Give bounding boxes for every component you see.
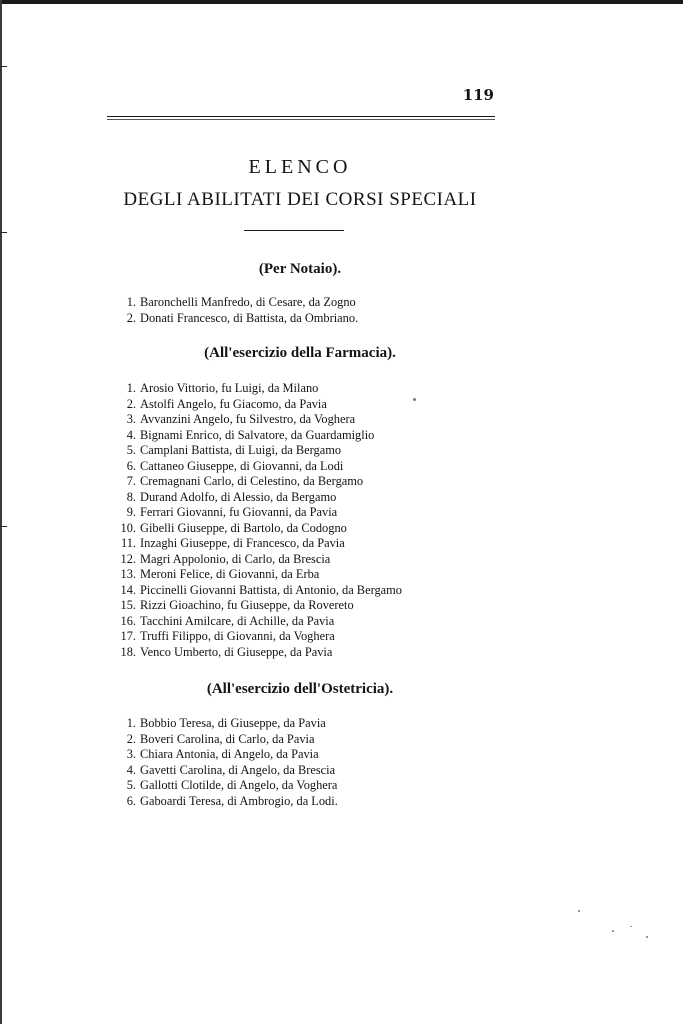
page-number: 119 — [462, 86, 494, 104]
scan-speck — [646, 936, 648, 938]
edge-mark — [0, 526, 7, 527]
list-item: 8. Durand Adolfo, di Alessio, da Bergamo — [126, 489, 337, 504]
edge-mark — [0, 66, 7, 67]
list-item: 2. Donati Francesco, di Battista, da Ombriano. — [126, 310, 359, 325]
section-heading-notaio: (Per Notaio). — [258, 261, 342, 277]
list-item: 11. Inzaghi Giuseppe, di Francesco, da Pavia — [120, 536, 345, 550]
list-ostetricia — [104, 716, 338, 809]
top-border — [0, 0, 683, 4]
scan-speck — [578, 910, 580, 912]
title-elenco: ELENCO — [248, 156, 352, 178]
list-item: 2. Astolfi Angelo, fu Giacomo, da Pavia — [126, 396, 327, 411]
scan-speck — [612, 930, 614, 932]
list-item: 10. Gibelli Giuseppe, di Bartolo, da Codogno — [120, 520, 347, 535]
list-item: 16. Tacchini Amilcare, di Achille, da Pavia — [120, 613, 335, 628]
list-farmacia — [104, 381, 402, 660]
list-item: 6. Cattaneo Giuseppe, di Giovanni, da Lodi — [126, 458, 344, 473]
list-item: 5. Gallotti Clotilde, di Angelo, da Voghera — [126, 778, 338, 792]
section-heading-farmacia: (All'esercizio della Farmacia). — [204, 345, 396, 361]
list-item: 12. Magri Appolonio, di Carlo, da Brescia — [120, 551, 331, 566]
edge-mark — [0, 232, 7, 233]
list-item: 13. Meroni Felice, di Giovanni, da Erba — [120, 567, 320, 581]
header-rule — [107, 116, 495, 117]
list-item: 2. Boveri Carolina, di Carlo, da Pavia — [126, 731, 315, 746]
title-rule — [244, 230, 344, 231]
scan-speck — [413, 398, 416, 401]
list-item: 9. Ferrari Giovanni, fu Giovanni, da Pavia — [126, 505, 338, 519]
list-notaio — [104, 295, 358, 326]
list-item: 7. Cremagnani Carlo, di Celestino, da Bergamo — [126, 474, 364, 488]
list-item: 18. Venco Umberto, di Giuseppe, da Pavia — [120, 644, 333, 659]
list-item: 6. Gaboardi Teresa, di Ambrogio, da Lodi. — [126, 793, 338, 808]
list-item: 1. Arosio Vittorio, fu Luigi, da Milano — [126, 381, 319, 395]
list-item: 5. Camplani Battista, di Luigi, da Bergamo — [126, 443, 342, 457]
list-item: 4. Bignami Enrico, di Salvatore, da Guardamiglio — [126, 427, 375, 442]
list-item: 15. Rizzi Gioachino, fu Giuseppe, da Rovereto — [120, 598, 354, 612]
list-item: 17. Truffi Filippo, di Giovanni, da Voghera — [120, 629, 335, 643]
scan-speck — [630, 926, 632, 927]
list-item: 1. Baronchelli Manfredo, di Cesare, da Zogno — [126, 295, 356, 309]
list-item: 3. Avvanzini Angelo, fu Silvestro, da Voghera — [126, 412, 356, 426]
list-item: 1. Bobbio Teresa, di Giuseppe, da Pavia — [126, 716, 326, 730]
left-page-edge — [0, 0, 2, 1024]
section-heading-ostetricia: (All'esercizio dell'Ostetricia). — [206, 681, 394, 697]
list-item: 4. Gavetti Carolina, di Angelo, da Brescia — [126, 762, 336, 777]
header-rule-thin — [107, 119, 495, 120]
list-item: 14. Piccinelli Giovanni Battista, di Antonio, da Bergamo — [120, 582, 403, 597]
list-item: 3. Chiara Antonia, di Angelo, da Pavia — [126, 747, 319, 761]
title-subtitle: DEGLI ABILITATI DEI CORSI SPECIALI — [123, 189, 477, 210]
